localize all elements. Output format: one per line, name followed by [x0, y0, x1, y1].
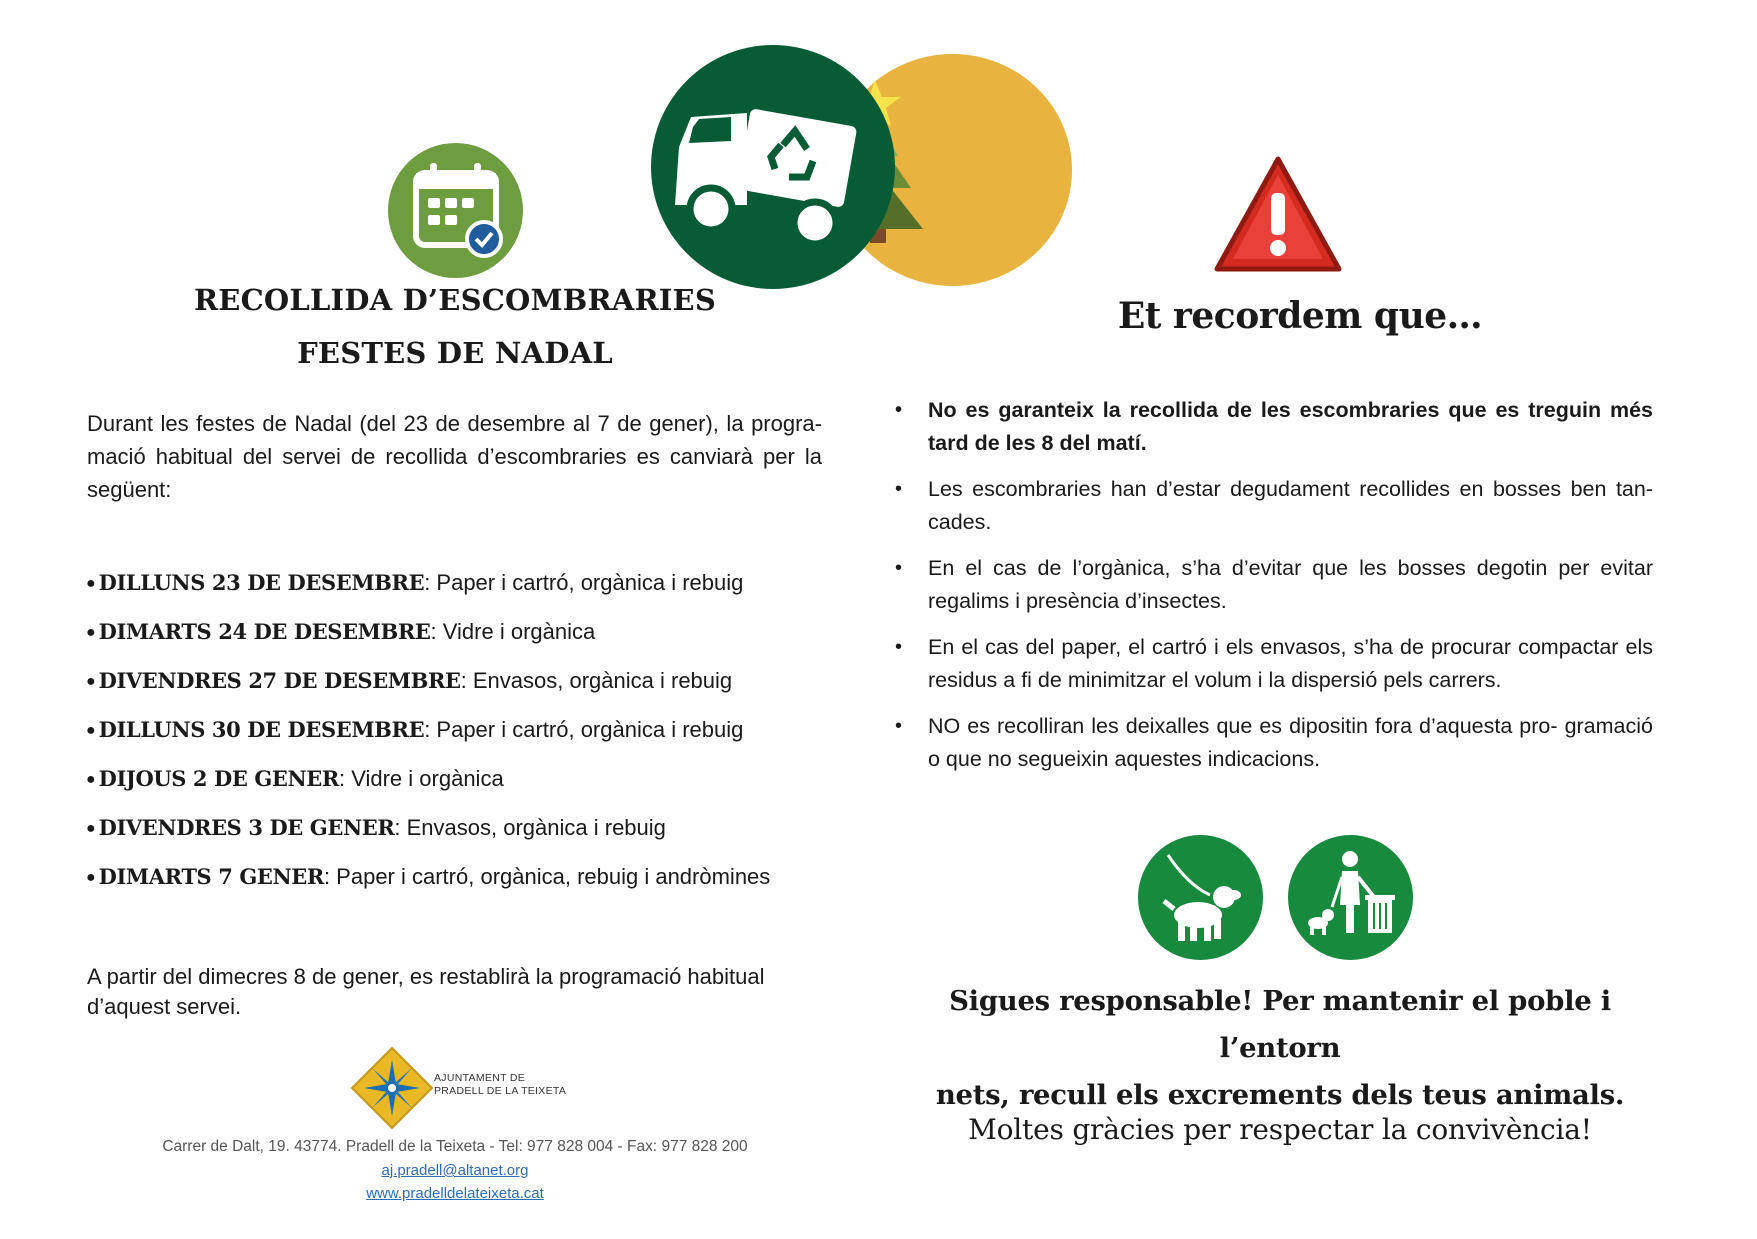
schedule-waste: : Paper i cartró, orgànica i rebuig [424, 570, 744, 595]
warning-icon [1213, 153, 1344, 277]
schedule-item: ● DIVENDRES 3 DE GENER: Envasos, orgànica i rebuig [86, 815, 666, 840]
calendar-check-icon [388, 143, 523, 278]
schedule-waste: : Paper i cartró, orgànica i rebuig [424, 717, 744, 742]
footer-address: Carrer de Dalt, 19. 43774. Pradell de la Teixeta - Tel: 977 828 004 - Fax: 977 828 200 [162, 1138, 748, 1155]
responsibility-message [900, 978, 1660, 1119]
reminder-heading: Et recordem que… [1117, 295, 1483, 337]
person-dog-trash-icon [1288, 835, 1413, 960]
schedule-day: DIMARTS 7 GENER [98, 864, 324, 889]
schedule-item: ● DIMARTS 7 GENER: Paper i cartró, orgànica, rebuig i andròmines [86, 864, 771, 889]
logo-text-line: PRADELL DE LA TEIXETA [434, 1085, 567, 1097]
recycling-truck-icon [651, 45, 895, 289]
website-link[interactable]: www.pradelldelateixeta.cat [366, 1185, 544, 1202]
thanks-message: Moltes gràcies per respectar la convivència! [968, 1113, 1592, 1146]
logo-text-line: AJUNTAMENT DE [434, 1072, 526, 1084]
schedule-item: ● DIMARTS 24 DE DESEMBRE: Vidre i orgànica [86, 619, 596, 644]
schedule-day: DIVENDRES 3 DE GENER [98, 815, 395, 840]
reminder-item: • NO es recolliran les deixalles que es dipositin fora d’aquesta pro- gramació o que no segueixin aquestes indicacions. [893, 710, 1653, 776]
schedule-item: ● DIJOUS 2 DE GENER: Vidre i orgànica [86, 766, 504, 791]
schedule-waste: : Envasos, orgànica i rebuig [394, 815, 666, 840]
schedule-day: DIMARTS 24 DE DESEMBRE [98, 619, 431, 644]
schedule-item: ● DIVENDRES 27 DE DESEMBRE: Envasos, orgànica i rebuig [86, 668, 733, 693]
page-subtitle: FESTES DE NADAL [297, 336, 613, 370]
schedule-day: DIJOUS 2 DE GENER [98, 766, 339, 791]
email-link[interactable]: aj.pradell@altanet.org [381, 1162, 529, 1179]
reminder-list [893, 394, 1653, 789]
schedule-item: ● DILLUNS 30 DE DESEMBRE: Paper i cartró, orgànica i rebuig [86, 717, 744, 742]
collection-schedule [86, 568, 826, 911]
municipal-logo-icon [350, 1046, 434, 1130]
page-title: RECOLLIDA D’ESCOMBRARIES [194, 283, 716, 317]
schedule-day: DILLUNS 30 DE DESEMBRE [98, 717, 425, 742]
responsibility-line: nets, recull els excrements dels teus animals. [935, 1079, 1625, 1111]
reminder-item: • No es garanteix la recollida de les escombraries que es treguin més tard de les 8 del matí. [893, 394, 1653, 460]
municipal-logo-text [434, 1072, 566, 1098]
schedule-waste: : Vidre i orgànica [338, 766, 504, 791]
schedule-waste: : Paper i cartró, orgànica, rebuig i andròmines [323, 864, 771, 889]
reminder-item: • En el cas del paper, el cartró i els envasos, s’ha de procurar compactar els residus a fi de minimitzar el volum i la dispersió pels carrers. [893, 631, 1653, 697]
schedule-waste: : Vidre i orgànica [430, 619, 596, 644]
intro-paragraph: Durant les festes de Nadal (del 23 de desembre al 7 de gener), la progra- mació habitual del servei de recollida d’escombraries es canviarà per la següent: [87, 411, 822, 502]
dog-leash-icon [1138, 835, 1263, 960]
reminder-item: • Les escombraries han d’estar degudament recollides en bosses ben tan- cades. [893, 473, 1653, 539]
schedule-day: DILLUNS 23 DE DESEMBRE [98, 570, 425, 595]
schedule-item: ● DILLUNS 23 DE DESEMBRE: Paper i cartró, orgànica i rebuig [86, 570, 744, 595]
outro-paragraph: A partir del dimecres 8 de gener, es restablirà la programació habitual d’aquest servei. [87, 964, 765, 1019]
schedule-day: DIVENDRES 27 DE DESEMBRE [98, 668, 461, 693]
schedule-waste: : Envasos, orgànica i rebuig [460, 668, 733, 693]
reminder-item: • En el cas de l’orgànica, s’ha d’evitar que les bosses degotin per evitar regalims i presència d’insectes. [893, 552, 1653, 618]
responsibility-line: Sigues responsable! Per mantenir el poble i l’entorn [949, 985, 1611, 1064]
